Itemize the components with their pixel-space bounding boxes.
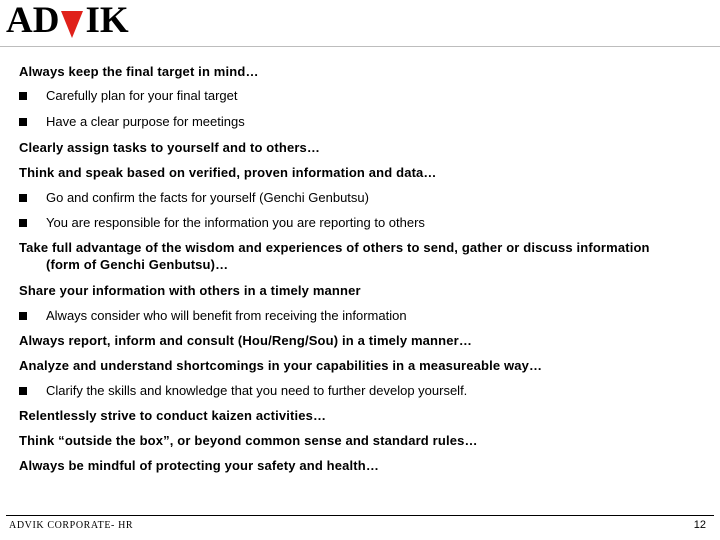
bullet-text: Always consider who will benefit from receiving the information	[46, 308, 407, 323]
section-heading: Share your information with others in a timely manner	[19, 283, 361, 298]
logo-v-triangle-icon	[60, 4, 84, 40]
square-bullet-icon	[19, 92, 27, 100]
section-heading: Take full advantage of the wisdom and experiences of others to send, gather or discuss information	[19, 240, 650, 255]
bullet-text: Clarify the skills and knowledge that you need to further develop yourself.	[46, 383, 468, 398]
square-bullet-icon	[19, 387, 27, 395]
square-bullet-icon	[19, 194, 27, 202]
footer-company-label: ADVIK CORPORATE- HR	[9, 520, 134, 531]
square-bullet-icon	[19, 312, 27, 320]
section-heading: Clearly assign tasks to yourself and to others…	[19, 140, 321, 155]
heading-continuation: (form of Genchi Genbutsu)…	[46, 257, 229, 272]
section-heading: Think “outside the box”, or beyond common sense and standard rules…	[19, 433, 478, 448]
square-bullet-icon	[19, 219, 27, 227]
bullet-text: You are responsible for the information you are reporting to others	[46, 215, 425, 230]
footer-divider	[6, 515, 714, 516]
section-heading: Relentlessly strive to conduct kaizen activities…	[19, 408, 327, 423]
advik-logo	[6, 2, 129, 40]
square-bullet-icon	[19, 118, 27, 126]
section-heading: Always be mindful of protecting your safety and health…	[19, 458, 380, 473]
header-divider	[0, 46, 720, 47]
bullet-text: Carefully plan for your final target	[46, 88, 238, 103]
page-number: 12	[693, 519, 706, 531]
section-heading: Analyze and understand shortcomings in your capabilities in a measureable way…	[19, 358, 543, 373]
section-heading: Always keep the final target in mind…	[19, 64, 259, 79]
bullet-text: Go and confirm the facts for yourself (Genchi Genbutsu)	[46, 190, 369, 205]
logo-text-ik: IK	[85, 0, 129, 41]
logo-text-ad: AD	[6, 0, 60, 41]
section-heading: Think and speak based on verified, proven information and data…	[19, 165, 437, 180]
section-heading: Always report, inform and consult (Hou/Reng/Sou) in a timely manner…	[19, 333, 472, 348]
bullet-text: Have a clear purpose for meetings	[46, 114, 245, 129]
